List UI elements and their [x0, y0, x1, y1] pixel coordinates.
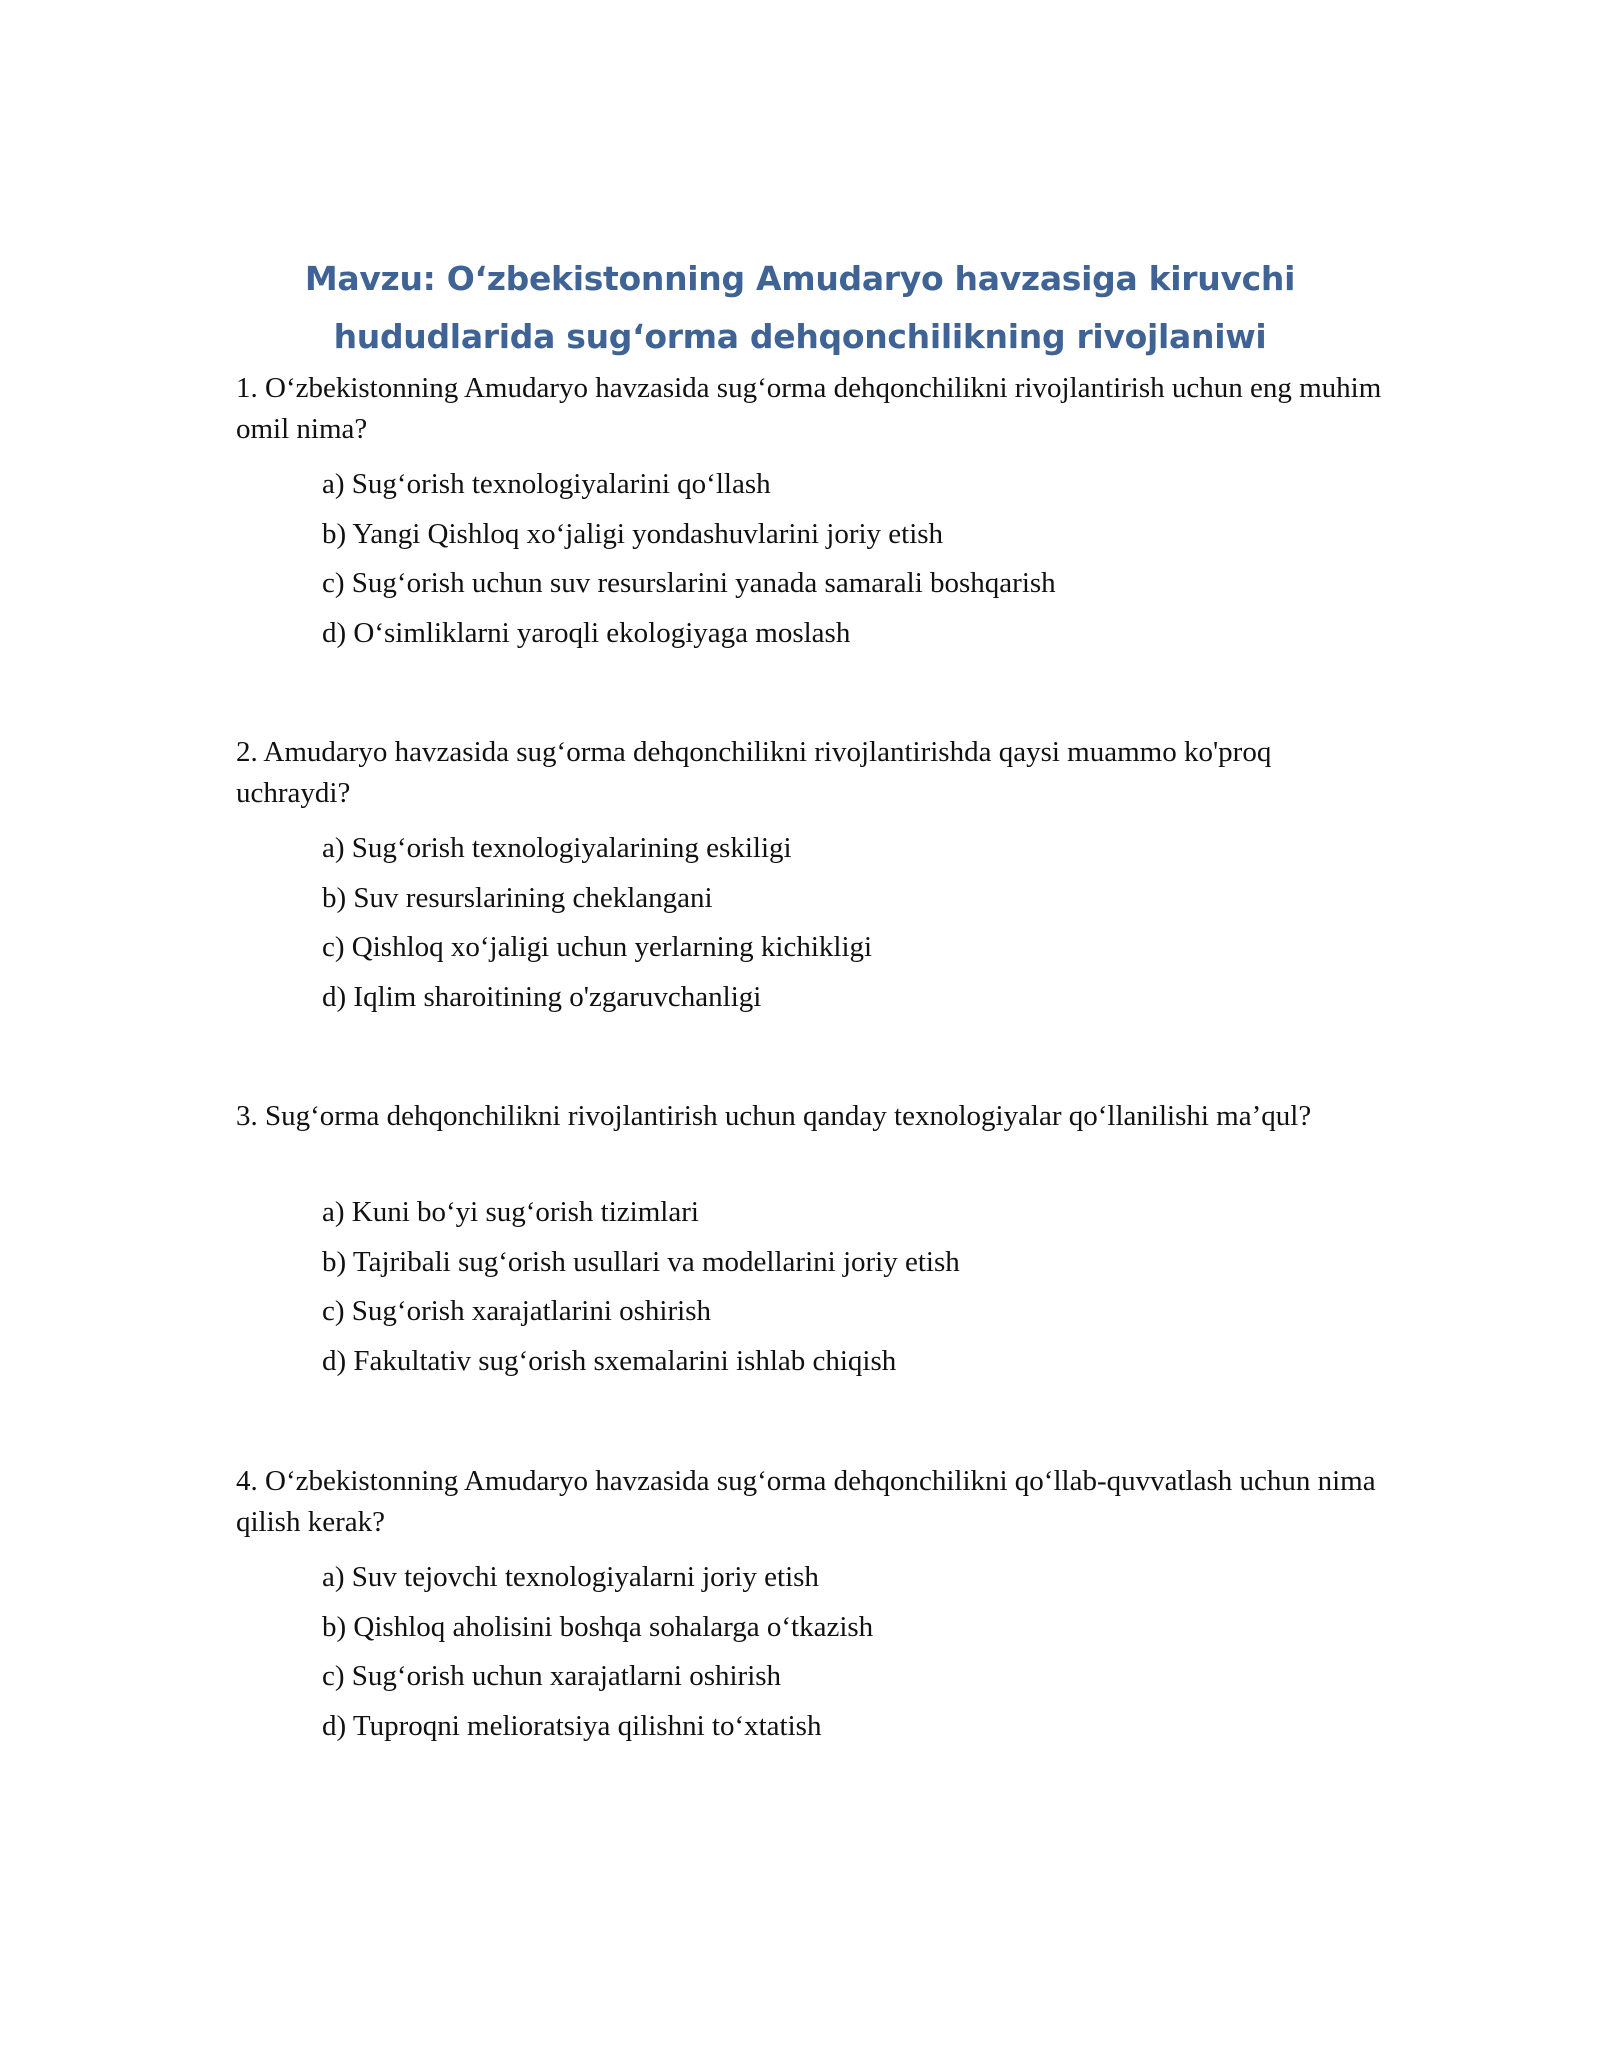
option-a: a) Sugʻorish texnologiyalarining eskiligi: [322, 832, 792, 864]
question-1: 1. Oʻzbekistonning Amudaryo havzasida sugʻorma dehqonchilikni rivojlantirish uchun eng muhim omil nima?: [236, 372, 1382, 445]
question-3: 3. Sugʻorma dehqonchilikni rivojlantirish uchun qanday texnologiyalar qoʻllanilishi ma’qul?: [236, 1100, 1312, 1132]
title-line-2: hududlarida sugʻorma dehqonchilikning rivojlaniwi: [333, 317, 1267, 356]
option-c: c) Sugʻorish uchun suv resurslarini yanada samarali boshqarish: [322, 567, 1056, 599]
title-line-1: Mavzu: Oʻzbekistonning Amudaryo havzasiga kiruvchi: [304, 259, 1296, 298]
option-b: b) Yangi Qishloq xoʻjaligi yondashuvlarini joriy etish: [322, 517, 944, 550]
option-d: d) Oʻsimliklarni yaroqli ekologiyaga moslash: [322, 616, 851, 649]
option-a: a) Kuni boʻyi sugʻorish tizimlari: [322, 1196, 699, 1228]
option-a: a) Suv tejovchi texnologiyalarni joriy etish: [322, 1561, 819, 1593]
option-c: c) Qishloq xoʻjaligi uchun yerlarning kichikligi: [322, 931, 873, 963]
question-2-options: [322, 824, 1322, 1022]
question-4: 4. Oʻzbekistonning Amudaryo havzasida sugʻorma dehqonchilikni qoʻllab-quvvatlash uchun nima qilish kerak?: [236, 1465, 1376, 1538]
question-1-options: [322, 460, 1322, 658]
option-c: c) Sugʻorish xarajatlarini oshirish: [322, 1295, 711, 1327]
option-b: b) Suv resurslarining cheklangani: [322, 881, 713, 914]
option-c: c) Sugʻorish uchun xarajatlarni oshirish: [322, 1660, 782, 1692]
question-2: 2. Amudaryo havzasida sugʻorma dehqonchilikni rivojlantirishda qaysi muammo ko'proq uchraydi?: [236, 736, 1272, 809]
option-d: d) Iqlim sharoitining o'zgaruvchanligi: [322, 980, 762, 1013]
option-d: d) Fakultativ sugʻorish sxemalarini ishlab chiqish: [322, 1344, 897, 1377]
option-b: b) Qishloq aholisini boshqa sohalarga oʻtkazish: [322, 1610, 874, 1643]
option-b: b) Tajribali sugʻorish usullari va modellarini joriy etish: [322, 1245, 960, 1278]
page-title: [236, 250, 1364, 366]
option-d: d) Tuproqni melioratsiya qilishni toʻxtatish: [322, 1709, 822, 1742]
question-4-options: [322, 1553, 1322, 1751]
option-a: a) Sugʻorish texnologiyalarini qoʻllash: [322, 468, 771, 500]
question-3-options: [322, 1188, 1322, 1386]
